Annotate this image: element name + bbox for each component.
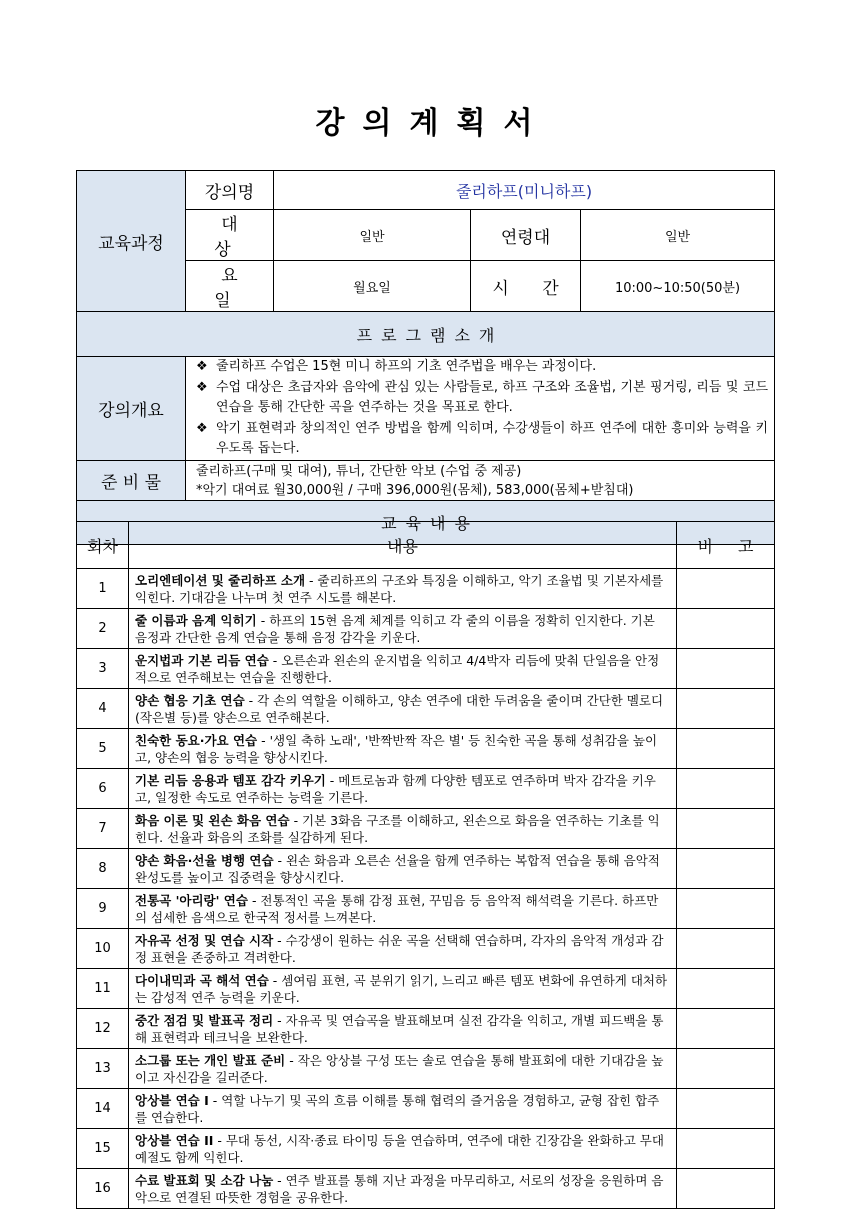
session-column-header: 회차 [77,522,129,569]
session-note [677,649,775,689]
time-label: 시 간 [471,261,581,312]
program-intro-heading: 프로그램소개 [77,312,775,357]
education-heading: 교육내용 [77,501,775,545]
session-title: 수료 발표회 및 소감 나눔 [135,1172,274,1188]
session-number: 3 [77,649,129,689]
table-row [77,809,775,849]
day-label: 요 일 [186,261,274,312]
session-number: 14 [77,1089,129,1129]
session-description: - 하프의 15현 음계 체계를 익히고 각 줄의 이름을 정확히 인지한다. 기본 음정과 간단한 음계 연습을 통해 음정 감각을 키운다. [135,612,655,645]
table-row [77,569,775,609]
session-title: 오리엔테이션 및 줄리하프 소개 [135,572,306,588]
session-content [129,769,677,809]
diamond-bullet-icon: ❖ [196,379,208,395]
session-title: 기본 리듬 응용과 템포 감각 키우기 [135,772,326,788]
overview-bullet [196,378,768,419]
session-title: 줄 이름과 음계 익히기 [135,612,257,628]
table-row [77,969,775,1009]
session-number: 7 [77,809,129,849]
session-note [677,1009,775,1049]
session-content [129,849,677,889]
table-row [77,649,775,689]
session-content [129,1089,677,1129]
session-title: 화음 이론 및 왼손 화음 연습 [135,812,290,828]
schedule-table [76,521,775,1209]
session-note [677,1049,775,1089]
table-row [77,1129,775,1169]
session-number: 16 [77,1169,129,1209]
session-description: - 연주 발표를 통해 지난 과정을 마무리하고, 서로의 성장을 응원하며 음악으로 연결된 따뜻한 경험을 공유한다. [135,1172,664,1205]
session-number: 5 [77,729,129,769]
session-content [129,889,677,929]
table-row [77,889,775,929]
session-number: 2 [77,609,129,649]
course-name-label: 강의명 [186,171,274,210]
session-title: 운지법과 기본 리듬 연습 [135,652,269,668]
session-number: 8 [77,849,129,889]
session-title: 앙상블 연습 I [135,1092,209,1108]
table-row [77,929,775,969]
table-row [77,729,775,769]
table-row [77,769,775,809]
session-description: - 전통적인 곡을 통해 감정 표현, 꾸밈음 등 음악적 해석력을 기른다. 하프만의 섬세한 음색으로 한국적 정서를 느껴본다. [135,892,659,925]
session-content [129,1169,677,1209]
table-row [77,849,775,889]
age-value: 일반 [581,210,775,261]
session-title: 중간 점검 및 발표곡 정리 [135,1012,274,1028]
session-content [129,809,677,849]
session-description: - 각 손의 역할을 이해하고, 양손 연주에 대한 두려움을 줄이며 간단한 멜로디(작은별 등)를 양손으로 연주해본다. [135,692,664,725]
session-number: 15 [77,1129,129,1169]
session-number: 4 [77,689,129,729]
session-description: - 역할 나누기 및 곡의 흐름 이해를 통해 협력의 즐거움을 경험하고, 균형 잡힌 합주를 연습한다. [135,1092,660,1125]
session-description: - 셈여림 표현, 곡 분위기 읽기, 느리고 빠른 템포 변화에 유연하게 대처하는 감성적 연주 능력을 키운다. [135,972,668,1005]
course-name-value: 줄리하프(미니하프) [274,171,775,210]
overview-bullet-text: 수업 대상은 초급자와 음악에 관심 있는 사람들로, 하프 구조와 조율법, 기본 핑거링, 리듬 및 코드 연습을 통해 간단한 곡을 연주하는 것을 목표로 한다. [216,379,769,416]
session-number: 9 [77,889,129,929]
session-title: 자유곡 선정 및 연습 시작 [135,932,274,948]
session-note [677,929,775,969]
session-content [129,609,677,649]
session-note [677,969,775,1009]
session-description: - '생일 축하 노래', '반짝반짝 작은 별' 등 친숙한 곡을 통해 성취감을 높이고, 양손의 협응 능력을 향상시킨다. [135,732,658,765]
note-column-header: 비 고 [677,522,775,569]
preparation-line: 줄리하프(구매 및 대여), 튜너, 간단한 악보 (수업 중 제공) [196,463,522,479]
session-title: 다이내믹과 곡 해석 연습 [135,972,269,988]
preparation-content [186,461,775,501]
preparation-label: 준 비 물 [77,461,186,501]
overview-content [186,357,775,461]
session-note [677,729,775,769]
session-content [129,929,677,969]
session-content [129,969,677,1009]
session-description: - 기본 3화음 구조를 이해하고, 왼손으로 화음을 연주하는 기초를 익힌다. 선율과 화음의 조화를 실감하게 된다. [135,812,660,845]
session-description: - 메트로놈과 함께 다양한 템포로 연주하며 박자 감각을 키우고, 일정한 속도로 연주하는 능력을 기른다. [135,772,656,805]
session-content [129,569,677,609]
overview-bullet [196,357,768,378]
session-title: 양손 협응 기초 연습 [135,692,245,708]
day-value: 월요일 [274,261,471,312]
time-value: 10:00~10:50(50분) [581,261,775,312]
session-description: - 왼손 화음과 오른손 선율을 함께 연주하는 복합적 연습을 통해 음악적 완성도를 높이고 집중력을 향상시킨다. [135,852,660,885]
session-note [677,689,775,729]
content-column-header: 내용 [129,522,677,569]
session-number: 6 [77,769,129,809]
diamond-bullet-icon: ❖ [196,359,208,375]
session-note [677,609,775,649]
table-row [77,689,775,729]
overview-bullet-text: 악기 표현력과 창의적인 연주 방법을 함께 익히며, 수강생들이 하프 연주에 대한 흥미와 능력을 키우도록 돕는다. [216,420,769,457]
preparation-line: *악기 대여료 월30,000원 / 구매 396,000원(몸체), 583,000(몸체+받침대) [196,482,634,498]
table-row [77,1049,775,1089]
session-content [129,1129,677,1169]
session-note [677,1089,775,1129]
session-number: 11 [77,969,129,1009]
session-content [129,1049,677,1089]
session-description: - 무대 동선, 시작·종료 타이밍 등을 연습하며, 연주에 대한 긴장감을 완화하고 무대 예절도 함께 익힌다. [135,1132,664,1165]
target-value: 일반 [274,210,471,261]
session-description: - 자유곡 및 연습곡을 발표해보며 실전 감각을 익히고, 개별 피드백을 통해 표현력과 테크닉을 보완한다. [135,1012,664,1045]
session-number: 10 [77,929,129,969]
age-label: 연령대 [471,210,581,261]
overview-label: 강의개요 [77,357,186,461]
session-description: - 오른손과 왼손의 운지법을 익히고 4/4박자 리듬에 맞춰 단일음을 안정적으로 연주해보는 연습을 진행한다. [135,652,660,685]
overview-bullet [196,419,768,460]
session-note [677,769,775,809]
session-number: 12 [77,1009,129,1049]
document-title: 강의계획서 [315,106,551,141]
session-number: 13 [77,1049,129,1089]
table-row [77,1169,775,1209]
session-title: 양손 화음·선율 병행 연습 [135,852,274,868]
overview-bullet-text: 줄리하프 수업은 15현 미니 하프의 기초 연주법을 배우는 과정이다. [216,359,597,375]
group-label: 교육과정 [77,171,186,312]
session-note [677,889,775,929]
session-note [677,1169,775,1209]
session-content [129,689,677,729]
session-description: - 작은 앙상블 구성 또는 솔로 연습을 통해 발표회에 대한 기대감을 높이고 자신감을 길러준다. [135,1052,664,1085]
session-number: 1 [77,569,129,609]
session-content [129,729,677,769]
table-row [77,1089,775,1129]
session-content [129,649,677,689]
table-row [77,609,775,649]
course-info-table [76,170,775,545]
session-note [677,809,775,849]
session-content [129,1009,677,1049]
session-title: 앙상블 연습 II [135,1132,214,1148]
session-description: - 줄리하프의 구조와 특징을 이해하고, 악기 조율법 및 기본자세를 익힌다. 기대감을 나누며 첫 연주 시도를 해본다. [135,572,664,605]
diamond-bullet-icon: ❖ [196,420,208,436]
session-title: 전통곡 '아리랑' 연습 [135,892,248,908]
target-label: 대 상 [186,210,274,261]
table-row [77,1009,775,1049]
session-title: 친숙한 동요·가요 연습 [135,732,258,748]
session-note [677,569,775,609]
session-note [677,1129,775,1169]
session-note [677,849,775,889]
session-title: 소그룹 또는 개인 발표 준비 [135,1052,286,1068]
session-description: - 수강생이 원하는 쉬운 곡을 선택해 연습하며, 각자의 음악적 개성과 감정 표현을 존중하고 격려한다. [135,932,664,965]
